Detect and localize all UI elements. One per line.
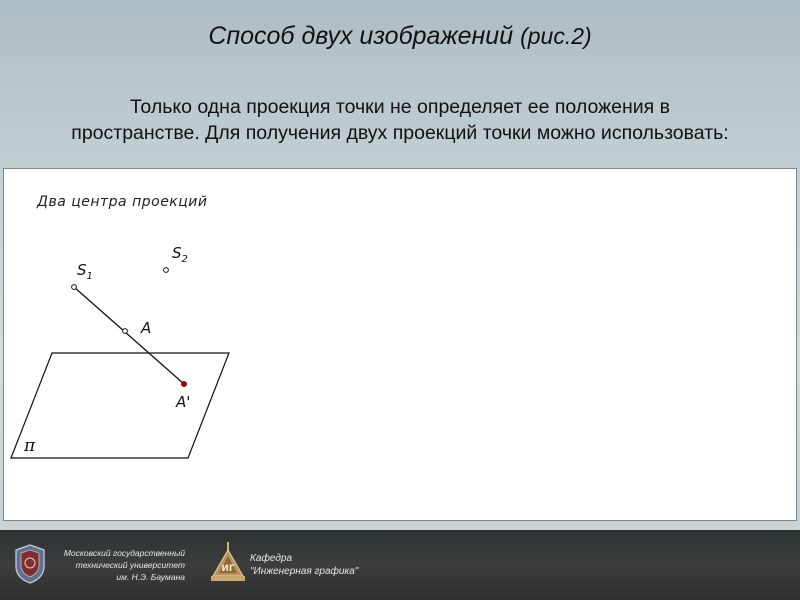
university-line-3: им. Н.Э. Баумана: [116, 572, 185, 582]
point-s1: [72, 285, 77, 290]
label-s1: $S_1$: [77, 261, 93, 282]
title-figure-ref: (рис.2): [520, 23, 592, 49]
label-s2: $S_2$: [172, 244, 188, 265]
point-s2: [164, 268, 169, 273]
lead-line-1: Только одна проекция точки не определяет ее положения в: [130, 96, 670, 118]
university-name: [47, 547, 185, 583]
slide-title: [0, 22, 800, 51]
university-line-2: технический университет: [75, 560, 185, 570]
footer-bar: [0, 530, 800, 600]
point-a: [123, 329, 128, 334]
university-emblem-icon: [14, 544, 46, 584]
university-line-1: Московский государственный: [63, 548, 185, 558]
label-plane: π: [24, 436, 36, 456]
department-logo-letters: ИГ: [221, 564, 235, 574]
figure-panel: [3, 168, 797, 521]
lead-paragraph: [0, 94, 800, 146]
department-logo-icon: [207, 540, 249, 584]
figure-caption: Два центра проекций: [37, 194, 208, 210]
label-a: A: [141, 319, 152, 337]
projection-plane: [11, 353, 229, 458]
projecting-ray: [74, 287, 184, 384]
department-name: [250, 552, 358, 578]
point-a-prime: [181, 381, 187, 387]
projection-diagram: [4, 169, 798, 522]
title-text: Способ двух изображений: [208, 22, 514, 50]
label-a-prime: A': [176, 393, 191, 411]
lead-line-2: пространстве. Для получения двух проекций точки можно использовать:: [71, 122, 729, 144]
department-line-1: Кафедра: [250, 553, 293, 564]
department-line-2: "Инженерная графика": [250, 566, 359, 577]
